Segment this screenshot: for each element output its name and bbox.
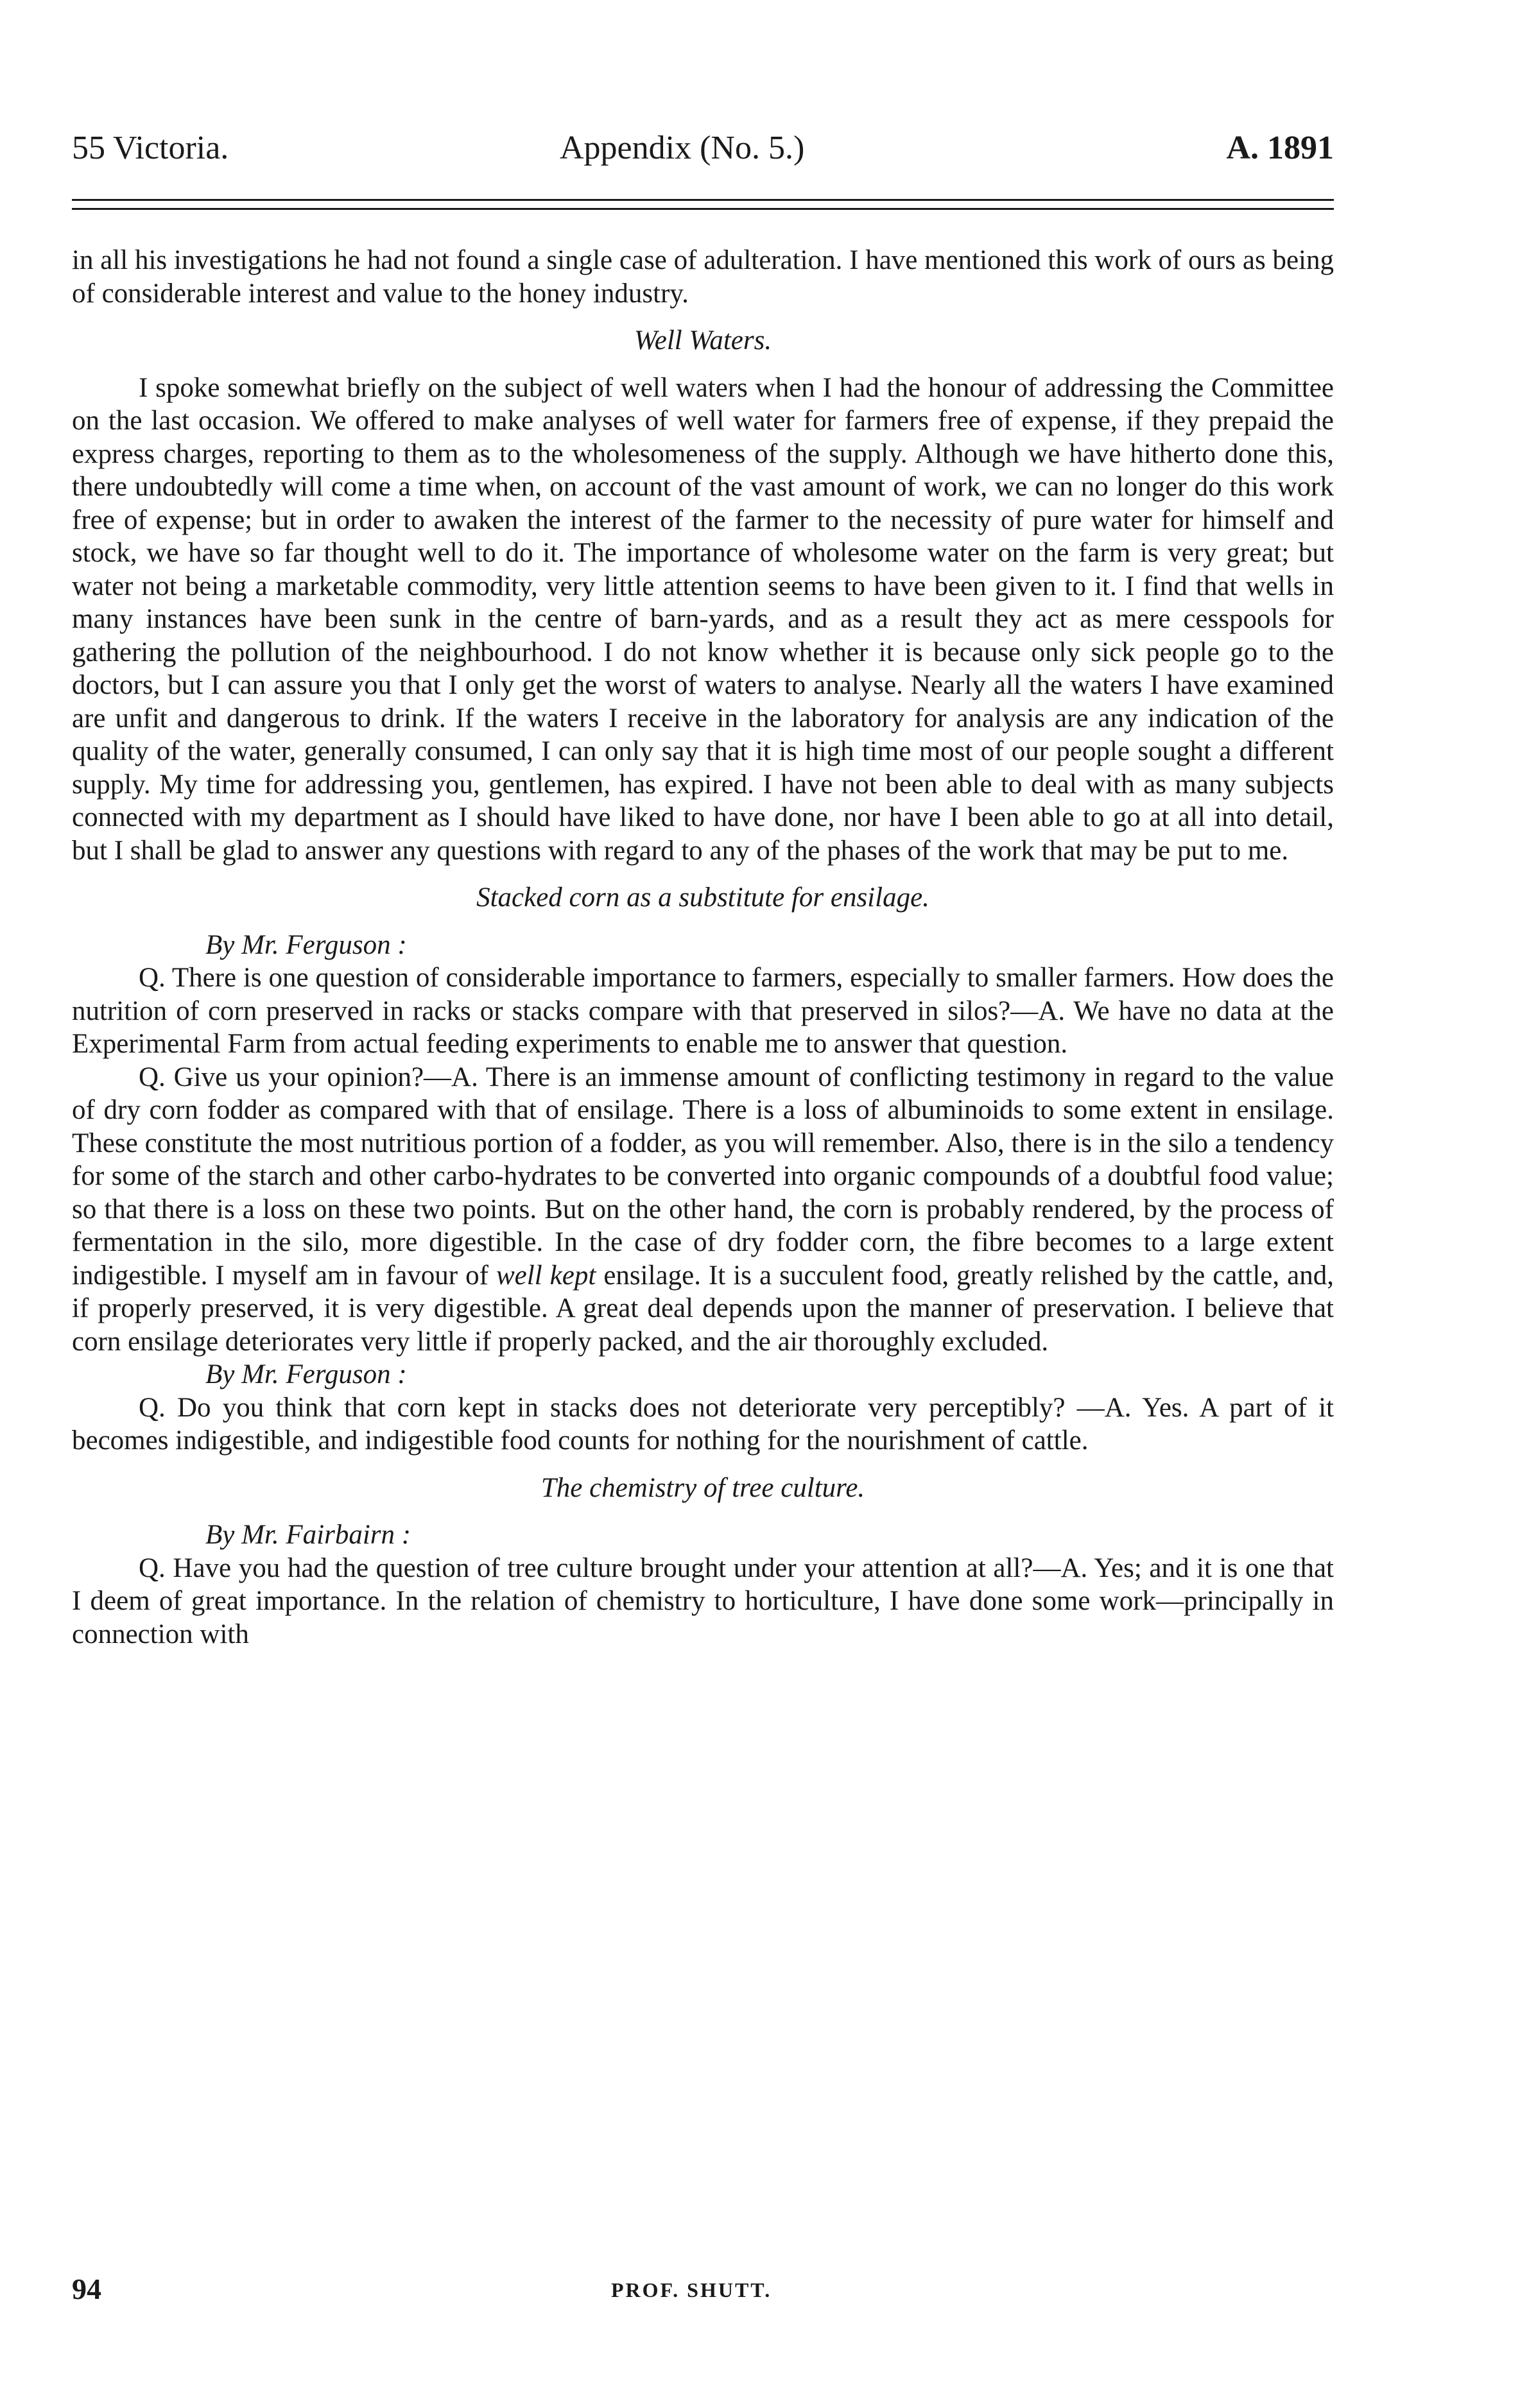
header-year: A. 1891 (1226, 130, 1334, 166)
page-footer (72, 2272, 1334, 2310)
body-text (72, 244, 1334, 1651)
header-appendix: Appendix (No. 5.) (560, 130, 805, 166)
section-heading-tree-culture: The chemistry of tree culture. (540, 1472, 865, 1503)
speaker-byline: By Mr. Ferguson : (205, 929, 407, 960)
header-rule-bottom (72, 208, 1334, 210)
paragraph: I spoke somewhat briefly on the subject of well waters when I had the honour of addressing the Committee on the last occasion. We offered to make analyses of well water for farmers free of expense, if they prepaid the express charges, reporting to them as to the wholesomeness of the supply. Although we have hitherto done this, there undoubtedly will come a time when, on account of the vast amount of work, we can no longer do this work free of expense; but in order to awaken the interest of the farmer to the necessity of pure water for himself and stock, we have so far thought well to do it. The importance of wholesome water on the farm is very great; but water not being a marketable commodity, very little attention seems to have been given to it. I find that wells in many instances have been sunk in the centre of barn-yards, and as a result they act as mere cesspools for gathering the pollution of the neighbourhood. I do not know whether it is because only sick people go to the doctors, but I can assure you that I only get the worst of waters to analyse. Nearly all the waters I have examined are unfit and dangerous to drink. If the waters I receive in the laboratory for analysis are any indication of the quality of the water, generally consumed, I can only say that it is high time most of our people sought a different supply. My time for addressing you, gentlemen, has expired. I have not been able to deal with as many subjects connected with my department as I should have liked to have done, nor have I been able to go at all into detail, but I shall be glad to answer any questions with regard to any of the phases of the work that may be put to me. (72, 372, 1334, 866)
header-rule-top (72, 199, 1334, 201)
section-heading-stacked-corn: Stacked corn as a substitute for ensilage. (476, 882, 929, 913)
paragraph: Q. There is one question of considerable importance to farmers, especially to smaller farmers. How does the nutrition of corn preserved in racks or stacks compare with that preserved in silos?—A. We have no data at the Experimental Farm from actual feeding experiments to enable me to answer that question. (72, 963, 1334, 1059)
speaker-byline: By Mr. Fairbairn : (205, 1520, 411, 1550)
paragraph: Q. Have you had the question of tree culture brought under your attention at all?—A. Yes; and it is one that I deem of great importance. In the relation of chemistry to horticulture, I have done some work—principally in connection with (72, 1552, 1334, 1649)
paragraph (72, 1061, 1334, 1359)
section-heading-well-waters: Well Waters. (634, 325, 772, 356)
paragraph-text: ensilage. It is a succulent food, greatly relished by the cattle, and, if properly preserved, it is very digestible. A great deal depends upon the manner of preservation. I believe that corn ensilage deteriorates very little if properly packed, and the air thoroughly excluded. (72, 1260, 1334, 1357)
running-head (72, 126, 1334, 171)
paragraph: in all his investigations he had not found a single case of adulteration. I have mentioned this work of ours as being of considerable interest and value to the honey industry. (72, 245, 1334, 309)
speaker-byline: By Mr. Ferguson : (205, 1359, 407, 1389)
footer-author: PROF. SHUTT. (611, 2278, 772, 2301)
paragraph: Q. Do you think that corn kept in stacks does not deteriorate very perceptibly? —A. Yes. A part of it becomes indigestible, and indigestible food counts for nothing for the nourishment of cattle. (72, 1392, 1334, 1456)
emphasis-text: well kept (496, 1260, 596, 1291)
paragraph-text: Q. Give us your opinion?—A. There is an immense amount of conflicting testimony in regard to the value of dry corn fodder as compared with that of ensilage. There is a loss of albuminoids to some extent in ensilage. These constitute the most nutritious portion of a fodder, as you will remember. Also, there is in the silo a tendency for some of the starch and other carbo-hydrates to be converted into organic compounds of a doubtful food value; so that there is a loss on these two points. But on the other hand, the corn is probably rendered, by the process of fermentation in the silo, more digestible. In the case of dry fodder corn, the fibre becomes to a large extent indigestible. I myself am in favour of (72, 1062, 1334, 1291)
header-session: 55 Victoria. (72, 130, 229, 166)
page-number: 94 (72, 2273, 101, 2305)
